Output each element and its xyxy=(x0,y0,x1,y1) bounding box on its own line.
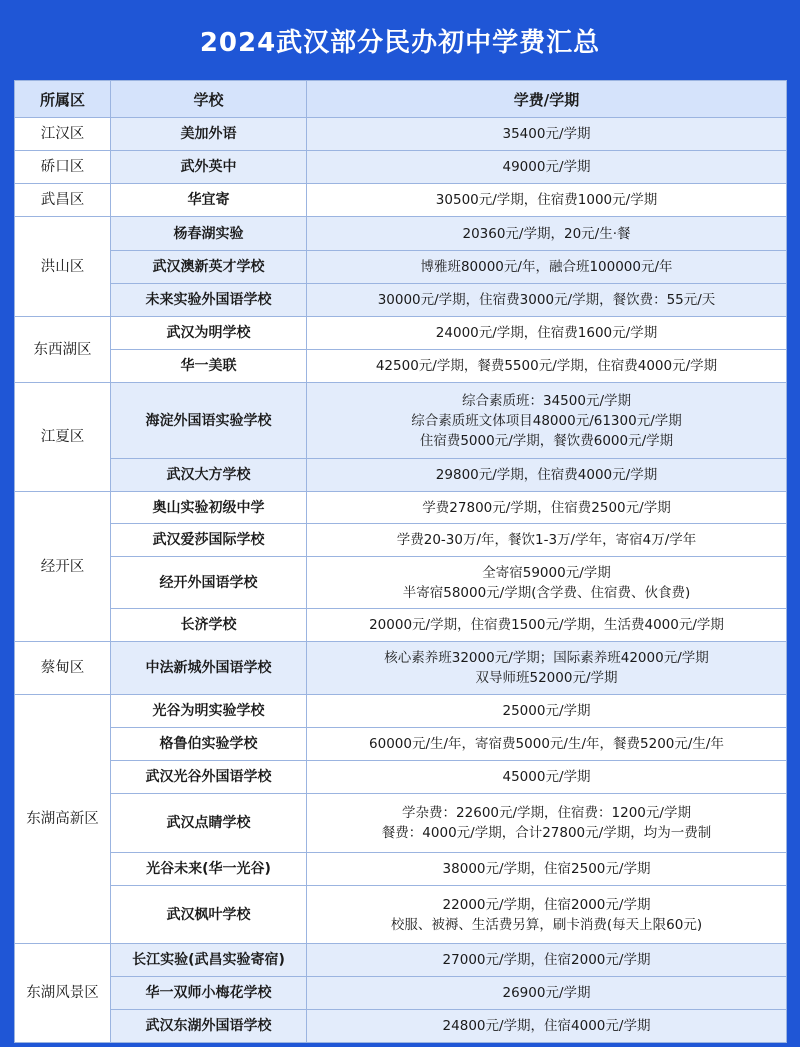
school-cell: 武汉为明学校 xyxy=(111,317,307,350)
fee-cell: 25000元/学期 xyxy=(307,695,787,728)
fee-cell: 38000元/学期，住宿2500元/学期 xyxy=(307,853,787,886)
fee-cell: 29800元/学期，住宿费4000元/学期 xyxy=(307,459,787,492)
fee-cell: 42500元/学期，餐费5500元/学期，住宿费4000元/学期 xyxy=(307,350,787,383)
table-row xyxy=(15,118,787,151)
school-cell: 长济学校 xyxy=(111,609,307,642)
table-row xyxy=(15,151,787,184)
district-cell: 蔡甸区 xyxy=(15,642,111,695)
school-cell: 美加外语 xyxy=(111,118,307,151)
table-row xyxy=(15,794,787,853)
school-cell: 海淀外国语实验学校 xyxy=(111,383,307,459)
table-row xyxy=(15,853,787,886)
table-row xyxy=(15,492,787,524)
table-row xyxy=(15,944,787,977)
school-cell: 经开外国语学校 xyxy=(111,557,307,609)
fee-cell: 24800元/学期，住宿4000元/学期 xyxy=(307,1010,787,1043)
school-cell: 武汉爱莎国际学校 xyxy=(111,524,307,557)
fee-cell: 学费27800元/学期，住宿费2500元/学期 xyxy=(307,492,787,524)
table-row xyxy=(15,184,787,217)
school-cell: 华一美联 xyxy=(111,350,307,383)
fee-cell: 49000元/学期 xyxy=(307,151,787,184)
table-row xyxy=(15,761,787,794)
fee-cell: 综合素质班：34500元/学期 综合素质班文体项目48000元/61300元/学期 住宿费5000元/学期，餐饮费6000元/学期 xyxy=(307,383,787,459)
table-row xyxy=(15,557,787,609)
fee-cell: 45000元/学期 xyxy=(307,761,787,794)
school-cell: 武汉光谷外国语学校 xyxy=(111,761,307,794)
fee-cell: 60000元/生/年，寄宿费5000元/生/年，餐费5200元/生/年 xyxy=(307,728,787,761)
district-cell: 东湖高新区 xyxy=(15,695,111,944)
school-cell: 格鲁伯实验学校 xyxy=(111,728,307,761)
district-cell: 洪山区 xyxy=(15,217,111,317)
fee-cell: 20000元/学期，住宿费1500元/学期，生活费4000元/学期 xyxy=(307,609,787,642)
table-row xyxy=(15,251,787,284)
district-cell: 武昌区 xyxy=(15,184,111,217)
table-row xyxy=(15,284,787,317)
fee-cell: 博雅班80000元/年，融合班100000元/年 xyxy=(307,251,787,284)
table-row xyxy=(15,695,787,728)
school-cell: 武汉点睛学校 xyxy=(111,794,307,853)
table-row xyxy=(15,317,787,350)
header-district: 所属区 xyxy=(15,81,111,118)
table-row xyxy=(15,459,787,492)
district-cell: 硚口区 xyxy=(15,151,111,184)
fee-table xyxy=(14,80,787,1043)
fee-cell: 30500元/学期，住宿费1000元/学期 xyxy=(307,184,787,217)
fee-cell: 核心素养班32000元/学期；国际素养班42000元/学期 双导师班52000元/学期 xyxy=(307,642,787,695)
school-cell: 武汉澳新英才学校 xyxy=(111,251,307,284)
fee-cell: 20360元/学期，20元/生·餐 xyxy=(307,217,787,251)
district-cell: 经开区 xyxy=(15,492,111,642)
table-row xyxy=(15,524,787,557)
fee-cell: 学费20-30万/年，餐饮1-3万/学年，寄宿4万/学年 xyxy=(307,524,787,557)
table-row xyxy=(15,886,787,944)
table-row xyxy=(15,383,787,459)
fee-cell: 27000元/学期，住宿2000元/学期 xyxy=(307,944,787,977)
school-cell: 长江实验(武昌实验寄宿) xyxy=(111,944,307,977)
district-cell: 东湖风景区 xyxy=(15,944,111,1043)
table-row xyxy=(15,609,787,642)
district-cell: 江夏区 xyxy=(15,383,111,492)
table-row xyxy=(15,642,787,695)
district-cell: 江汉区 xyxy=(15,118,111,151)
school-cell: 武外英中 xyxy=(111,151,307,184)
school-cell: 武汉枫叶学校 xyxy=(111,886,307,944)
fee-cell: 22000元/学期，住宿2000元/学期 校服、被褥、生活费另算，刷卡消费(每天上限60元) xyxy=(307,886,787,944)
school-cell: 武汉大方学校 xyxy=(111,459,307,492)
school-cell: 光谷为明实验学校 xyxy=(111,695,307,728)
table-row xyxy=(15,977,787,1010)
school-cell: 光谷未来(华一光谷) xyxy=(111,853,307,886)
header-fee: 学费/学期 xyxy=(307,81,787,118)
district-cell: 东西湖区 xyxy=(15,317,111,383)
school-cell: 奥山实验初级中学 xyxy=(111,492,307,524)
school-cell: 华一双师小梅花学校 xyxy=(111,977,307,1010)
school-cell: 杨春湖实验 xyxy=(111,217,307,251)
fee-cell: 学杂费：22600元/学期，住宿费：1200元/学期 餐费：4000元/学期，合计27800元/学期，均为一费制 xyxy=(307,794,787,853)
header-school: 学校 xyxy=(111,81,307,118)
fee-cell: 30000元/学期，住宿费3000元/学期，餐饮费：55元/天 xyxy=(307,284,787,317)
table-row xyxy=(15,217,787,251)
header-row xyxy=(15,81,787,118)
page-title: 2024武汉部分民办初中学费汇总 xyxy=(199,27,601,58)
table-row xyxy=(15,1010,787,1043)
school-cell: 华宜寄 xyxy=(111,184,307,217)
school-cell: 武汉东湖外国语学校 xyxy=(111,1010,307,1043)
school-cell: 未来实验外国语学校 xyxy=(111,284,307,317)
school-cell: 中法新城外国语学校 xyxy=(111,642,307,695)
table-row xyxy=(15,350,787,383)
fee-cell: 全寄宿59000元/学期 半寄宿58000元/学期(含学费、住宿费、伙食费) xyxy=(307,557,787,609)
fee-cell: 26900元/学期 xyxy=(307,977,787,1010)
fee-cell: 24000元/学期，住宿费1600元/学期 xyxy=(307,317,787,350)
fee-cell: 35400元/学期 xyxy=(307,118,787,151)
table-row xyxy=(15,728,787,761)
